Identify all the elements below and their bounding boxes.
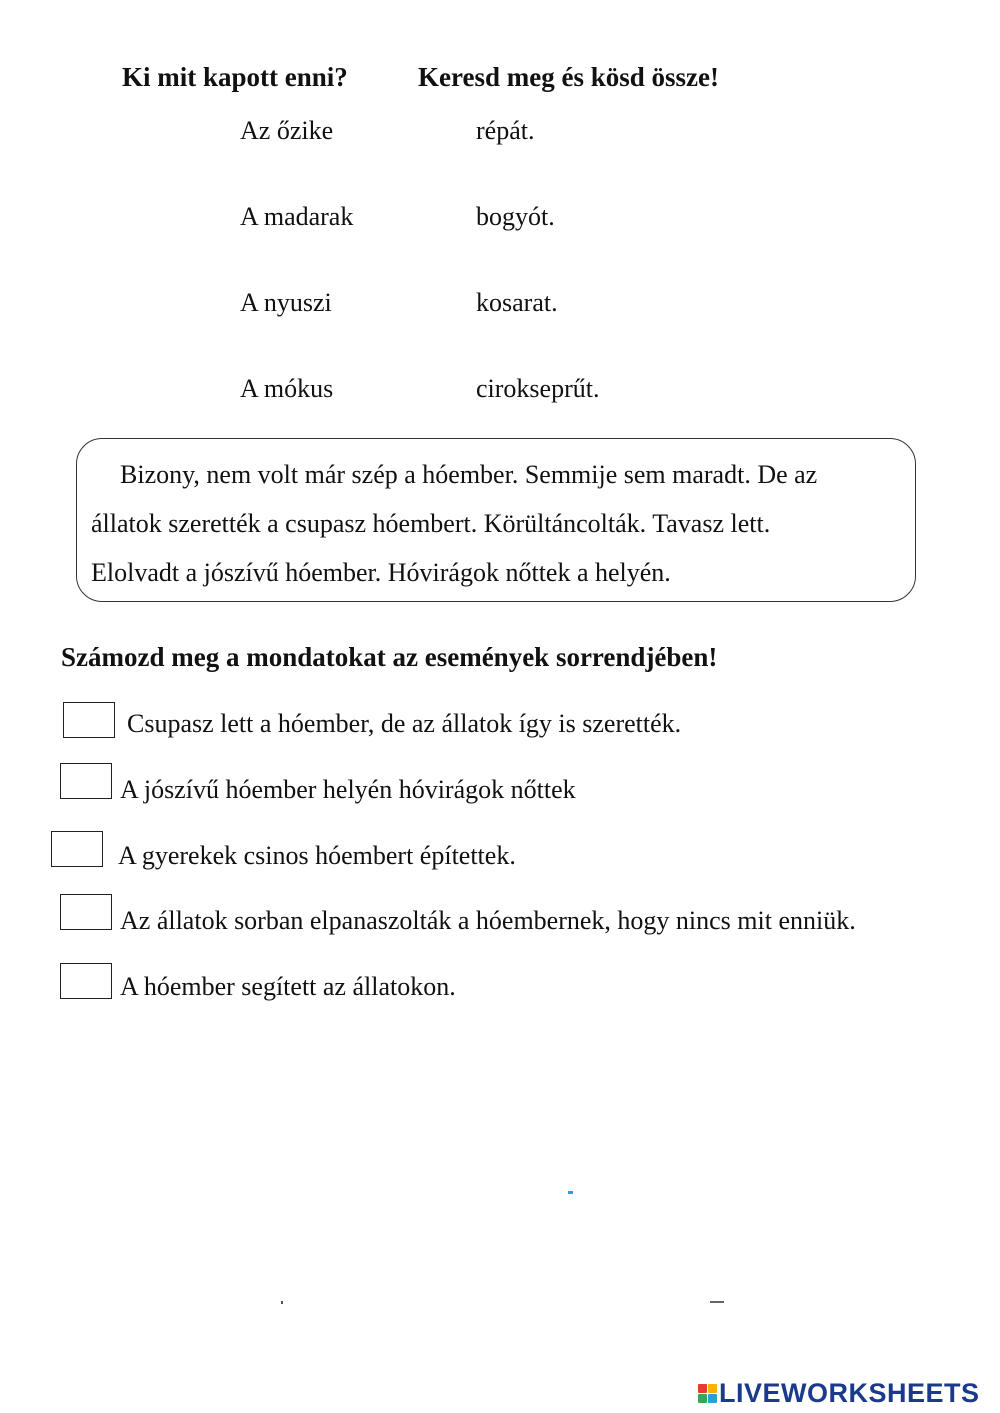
match-left-item[interactable]: A nyuszi xyxy=(240,288,332,317)
order-sentence: A jószívű hóember helyén hóvirágok nőttek xyxy=(120,775,576,804)
match-left-item[interactable]: Az őzike xyxy=(240,116,334,145)
order-sentence: A gyerekek csinos hóembert építettek. xyxy=(118,841,516,870)
order-answer-box[interactable] xyxy=(51,831,103,867)
liveworksheets-logo xyxy=(698,1378,980,1409)
stray-mark xyxy=(710,1301,724,1303)
story-line: állatok szerették a csupasz hóembert. Körültáncolták. Tavasz lett. xyxy=(91,509,771,538)
story-line: Elolvadt a jószívű hóember. Hóvirágok nőttek a helyén. xyxy=(91,558,671,587)
order-answer-box[interactable] xyxy=(60,963,112,999)
stray-mark xyxy=(281,1301,283,1304)
match-left-item[interactable]: A mókus xyxy=(240,374,334,403)
match-right-item[interactable]: cirokseprűt. xyxy=(476,374,600,403)
match-instruction: Keresd meg és kösd össze! xyxy=(418,62,719,92)
ordering-instruction: Számozd meg a mondatokat az események sorrendjében! xyxy=(61,642,718,672)
brand-name: LIVEWORKSHEETS xyxy=(719,1378,980,1408)
match-right-item[interactable]: kosarat. xyxy=(476,288,558,317)
order-sentence: A hóember segített az állatokon. xyxy=(120,972,456,1001)
order-answer-box[interactable] xyxy=(60,763,112,799)
order-answer-box[interactable] xyxy=(60,894,112,930)
match-right-item[interactable]: répát. xyxy=(476,116,535,145)
match-right-item[interactable]: bogyót. xyxy=(476,202,555,231)
logo-mark-icon xyxy=(698,1384,717,1403)
story-line: Bizony, nem volt már szép a hóember. Semmije sem maradt. De az xyxy=(120,460,818,489)
order-answer-box[interactable] xyxy=(63,702,115,738)
match-left-item[interactable]: A madarak xyxy=(240,202,354,231)
stray-mark xyxy=(568,1191,573,1194)
order-sentence: Csupasz lett a hóember, de az állatok így is szerették. xyxy=(127,709,682,738)
match-question: Ki mit kapott enni? xyxy=(122,62,348,92)
order-sentence: Az állatok sorban elpanaszolták a hóembernek, hogy nincs mit enniük. xyxy=(120,906,856,935)
